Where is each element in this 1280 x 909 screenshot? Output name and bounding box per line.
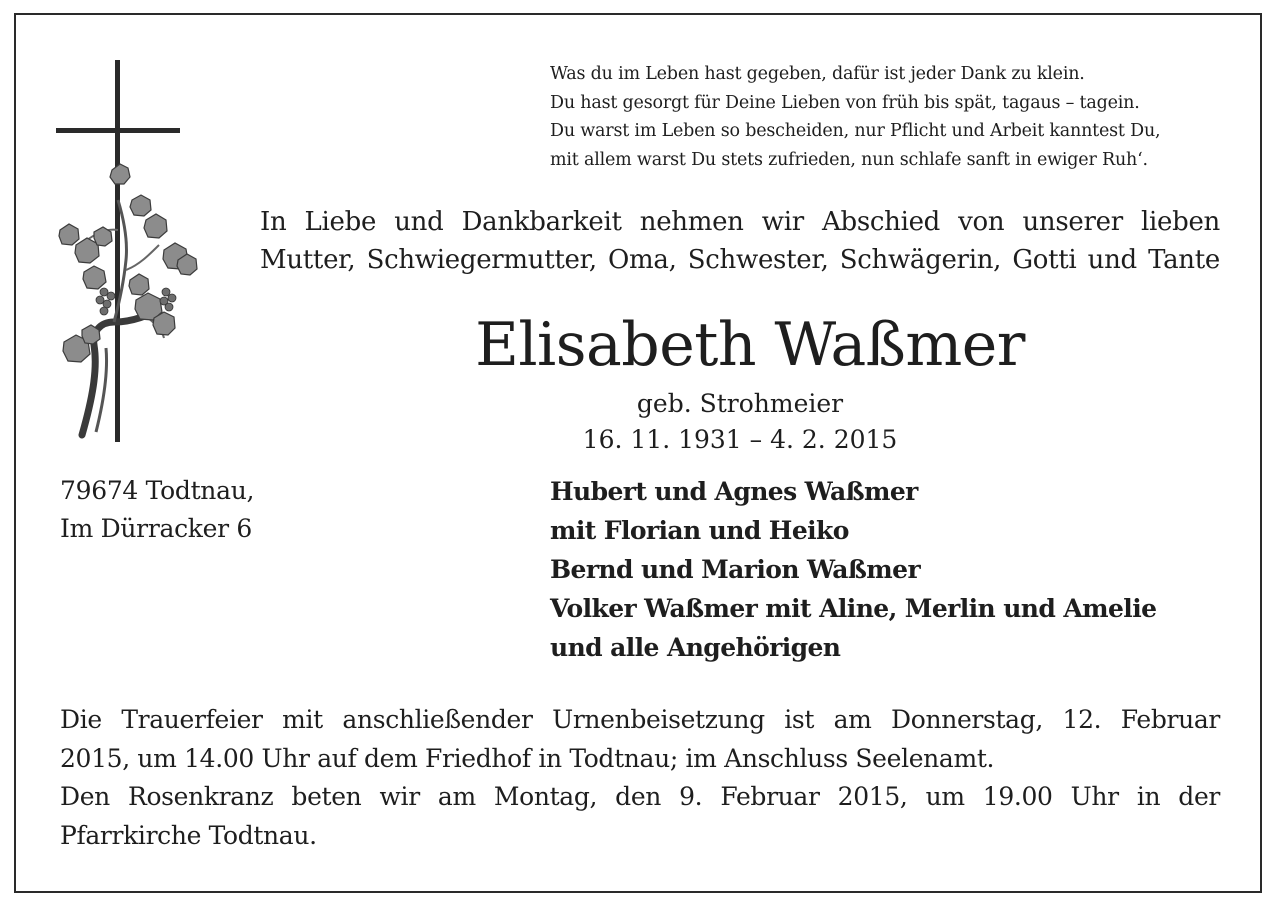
mourner-line: Hubert und Agnes Waßmer [550,477,918,506]
poem-line: Du hast gesorgt für Deine Lieben von früh bis spät, tagaus – tagein. [550,92,1140,113]
address-line: 79674 Todtnau, [60,476,255,505]
service-line: Den Rosenkranz beten wir am Montag, den 9. Februar 2015, um 19.00 Uhr in der [60,782,1220,811]
service-line: 2015, um 14.00 Uhr auf dem Friedhof in Todtnau; im Anschluss Seelenamt. [60,743,995,773]
deceased-name: Elisabeth Waßmer [475,310,1025,380]
intro-text [260,203,1220,279]
life-dates: 16. 11. 1931 – 4. 2. 2015 [582,425,898,454]
address [60,472,254,548]
poem-line: Du warst im Leben so bescheiden, nur Pflicht und Arbeit kanntest Du, [550,121,1161,141]
mourner-line: Bernd und Marion Waßmer [550,555,921,584]
service-line: Die Trauerfeier mit anschließender Urnenbeisetzung ist am Donnerstag, 12. Februar [60,705,1220,734]
intro-line: In Liebe und Dankbarkeit nehmen wir Abschied von unserer lieben [260,207,1220,237]
service-line: Pfarrkirche Todtnau. [60,820,317,850]
mourners-list [550,472,1156,667]
address-line: Im Dürracker 6 [60,514,253,543]
mourner-line: und alle Angehörigen [550,633,841,662]
maiden-name: geb. Strohmeier [636,389,844,418]
intro-line: Mutter, Schwiegermutter, Oma, Schwester, Schwägerin, Gotti und Tante [260,245,1220,275]
mourner-line: mit Florian und Heiko [550,516,849,545]
mourner-line: Volker Waßmer mit Aline, Merlin und Amelie [550,594,1157,623]
poem-line: mit allem warst Du stets zufrieden, nun schlafe sanft in ewiger Ruh‘. [550,149,1148,170]
service-announcement [60,701,1220,855]
poem [550,60,1230,174]
cross-with-vine-icon [54,60,204,445]
poem-line: Was du im Leben hast gegeben, dafür ist jeder Dank zu klein. [550,64,1085,84]
